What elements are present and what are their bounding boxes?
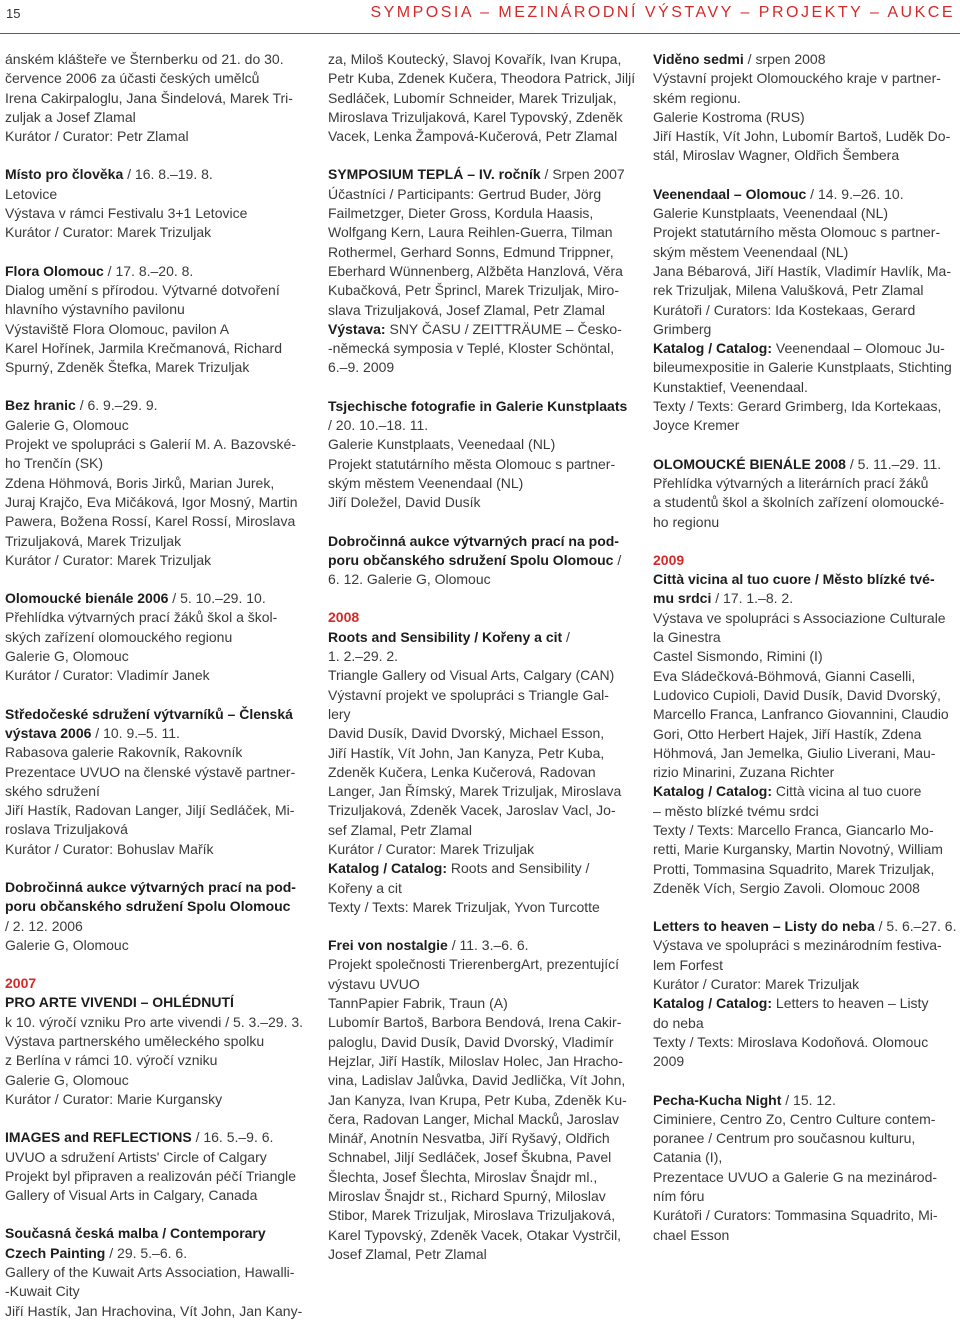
text-line: Juraj Krajčo, Eva Mičáková, Igor Mosný, Martin bbox=[5, 493, 298, 510]
entry-spacer bbox=[653, 166, 938, 185]
text-line: Kubačková, Petr Šprincl, Marek Trizuljak, Miro- bbox=[328, 282, 619, 299]
text-line: Texty / Texts: Gerard Grimberg, Ida Kortekaas, bbox=[653, 398, 942, 415]
entry-title: Olomoucké bienále 2006 bbox=[5, 590, 169, 607]
text-line: Dialog umění s přírodou. Výtvarné dotvoření bbox=[5, 281, 280, 298]
entry-spacer bbox=[328, 589, 613, 608]
entry-title: výstava 2006 bbox=[5, 724, 92, 741]
text-line: Höhmová, Jan Jemelka, Giulio Liverani, Mau- bbox=[653, 744, 936, 761]
entry-spacer bbox=[5, 686, 290, 705]
text-line: Zdeněk Kučera, Lenka Kučerová, Radovan bbox=[328, 763, 596, 780]
text-line: Výstava: SNY ČASU / ZEITTRÄUME – Česko- bbox=[328, 320, 622, 337]
text-line: Irena Cakirpaloglu, Jana Šindelová, Marek Tri- bbox=[5, 89, 293, 106]
text-line: Projekt společnosti TrierenbergArt, prezentující bbox=[328, 956, 620, 973]
entry-title: poru občanského sdružení Spolu Olomouc bbox=[5, 898, 291, 915]
entry-title: Katalog / Catalog: bbox=[653, 783, 773, 800]
entry-title: Dobročinná aukce výtvarných prací na pod- bbox=[328, 532, 619, 549]
entry-title: Viděno sedmi bbox=[653, 51, 744, 67]
text-line: ským městem Veenendaal (NL) bbox=[653, 243, 849, 260]
text-line: retti, Marie Kurgansky, Martin Novotný, William bbox=[653, 841, 943, 858]
text-line: Triangle Gallery od Visual Arts, Calgary (CAN) bbox=[328, 667, 615, 684]
text-line: Miroslava Trizuljaková, Karel Typovský, Zdeněk bbox=[328, 108, 623, 125]
text-line: do neba bbox=[653, 1014, 704, 1031]
text-line: Czech Painting / 29. 5.–6. 6. bbox=[5, 1244, 188, 1261]
entry-title: Místo pro člověka bbox=[5, 166, 124, 183]
text-line: slava Trizuljaková, Josef Zlamal, Petr Zlamal bbox=[328, 301, 605, 318]
entry-spacer bbox=[328, 513, 613, 532]
year-heading: 2009 bbox=[653, 551, 685, 568]
text-line: července 2006 za účasti českých umělců bbox=[5, 70, 260, 87]
entry-title: Katalog / Catalog: bbox=[653, 995, 773, 1012]
entry-title: poru občanského sdružení Spolu Olomouc bbox=[328, 551, 614, 568]
text-line: David Dusík, David Dvorský, Michael Esson, bbox=[328, 725, 605, 742]
text-line: / 2. 12. 2006 bbox=[5, 917, 83, 934]
entry-spacer bbox=[5, 377, 290, 396]
text-line: ského sdružení bbox=[5, 782, 100, 799]
text-line: Výstava ve spolupráci s mezinárodním festiva- bbox=[653, 937, 942, 954]
text-line: -německá symposia v Teplé, Kloster Schöntal, bbox=[328, 340, 615, 357]
year-heading: 2007 bbox=[5, 975, 37, 992]
text-line: Galerie G, Olomouc bbox=[5, 1071, 129, 1088]
text-line: ním fóru bbox=[653, 1188, 705, 1205]
entry-spacer bbox=[328, 917, 613, 936]
text-line bbox=[5, 897, 290, 916]
text-line: Výstava ve spolupráci s Associazione Culturale bbox=[653, 609, 946, 626]
text-line: Lubomír Bartoš, Barbora Bendová, Irena Cakir- bbox=[328, 1014, 622, 1031]
entry-spacer bbox=[5, 1109, 290, 1128]
text-line bbox=[5, 993, 290, 1012]
text-line: / 20. 10.–18. 11. bbox=[328, 417, 429, 434]
column-1 bbox=[5, 50, 304, 1321]
entry-title: Dobročinná aukce výtvarných prací na pod- bbox=[5, 878, 296, 895]
text-line: stál, Miroslav Wagner, Oldřich Šembera bbox=[653, 147, 900, 164]
text-line: Langer, Jan Římský, Marek Trizuljak, Miroslava bbox=[328, 783, 622, 800]
text-line: Bez hranic / 6. 9.–29. 9. bbox=[5, 397, 158, 414]
text-line: Kurátor / Curator: Marek Trizuljak bbox=[5, 224, 212, 241]
text-line: Projekt byl připraven a realizován péčí Triangle bbox=[5, 1167, 297, 1184]
text-line: hlavního výstavního pavilonu bbox=[5, 301, 185, 318]
text-line: Ludovico Cupioli, David Dusík, David Dvorský, bbox=[653, 686, 941, 703]
text-line: IMAGES and REFLECTIONS / 16. 5.–9. 6. bbox=[5, 1129, 274, 1146]
text-line: Místo pro člověka / 16. 8.–19. 8. bbox=[5, 166, 213, 183]
text-line: Eberhard Wünnenberg, Alžběta Hanzlová, Věra bbox=[328, 262, 623, 279]
text-line: vina, Ladislav Jalůvka, David Jedlička, Vít John, bbox=[328, 1072, 626, 1089]
text-line: Katalog / Catalog: Roots and Sensibility / bbox=[328, 860, 590, 877]
text-line: Schnabel, Jiljí Sedláček, Josef Škubna, Pavel bbox=[328, 1149, 612, 1166]
text-line: Prezentace UVUO a Galerie G na mezinárod- bbox=[653, 1168, 938, 1185]
text-line: 6. 12. Galerie G, Olomouc bbox=[328, 571, 491, 588]
text-line: Castel Sismondo, Rimini (I) bbox=[653, 648, 823, 665]
text-line: Texty / Texts: Miroslava Kodoňová. Olomouc bbox=[653, 1033, 929, 1050]
entry-title: Katalog / Catalog: bbox=[328, 860, 448, 877]
text-line: Gori, Otto Herbert Hajek, Jiří Hastík, Zdena bbox=[653, 725, 922, 742]
text-line: Kurátor / Curator: Petr Zlamal bbox=[5, 128, 189, 145]
text-line bbox=[5, 878, 296, 897]
text-line: Hejzlar, Jiří Hastík, Miloslav Holec, Jan Hracho- bbox=[328, 1052, 623, 1069]
entry-title: mu srdci bbox=[653, 590, 712, 607]
text-line: Kunstaktief, Veenendaal. bbox=[653, 378, 808, 395]
text-line: 2009 bbox=[653, 1053, 685, 1070]
text-line: čera, Radovan Langer, Michal Macků, Jaroslav bbox=[328, 1110, 620, 1127]
text-line bbox=[5, 1224, 290, 1243]
text-line: Viděno sedmi / srpen 2008 bbox=[653, 51, 826, 67]
text-line: Petr Kuba, Zdenek Kučera, Theodora Patrick, Jiljí bbox=[328, 70, 636, 87]
text-line: Josef Zlamal, Petr Zlamal bbox=[328, 1245, 487, 1262]
text-line: Kurátoři / Curators: Ida Kostekaas, Gerard bbox=[653, 301, 916, 318]
text-line: Jana Bébarová, Jiří Hastík, Vladimír Havlík, Ma- bbox=[653, 262, 951, 279]
entry-spacer bbox=[5, 1205, 290, 1224]
text-line: 1. 2.–29. 2. bbox=[328, 648, 399, 665]
text-line: Kurátor / Curator: Marie Kurgansky bbox=[5, 1090, 223, 1107]
entry-title: Roots and Sensibility / Kořeny a cit bbox=[328, 628, 563, 645]
entry-title: Středočeské sdružení výtvarníků – Členská bbox=[5, 705, 293, 722]
text-line: Projekt ve spolupráci s Galerií M. A. Bazovské- bbox=[5, 436, 296, 453]
text-line: Marcello Franca, Lanfranco Giovannini, Claudio bbox=[653, 706, 949, 723]
text-line: Trizuljaková, Zdeněk Vacek, Jaroslav Vacl, Jo- bbox=[328, 802, 616, 819]
text-line: Galerie Kostroma (RUS) bbox=[653, 108, 805, 125]
text-line: Jan Kanyza, Ivan Krupa, Petr Kuba, Zdeněk Ku- bbox=[328, 1091, 627, 1108]
text-line: Zdeněk Vích, Sergio Zavoli. Olomouc 2008 bbox=[653, 879, 920, 896]
entry-title: Současná česká malba / Contemporary bbox=[5, 1225, 266, 1242]
text-line: výstava 2006 / 10. 9.–5. 11. bbox=[5, 724, 180, 741]
text-line: Sedláček, Lubomír Schneider, Marek Trizuljak, bbox=[328, 89, 617, 106]
entry-title: Katalog / Catalog: bbox=[653, 340, 773, 357]
text-line: Kurátor / Curator: Marek Trizuljak bbox=[5, 551, 212, 568]
text-line: Catania (I), bbox=[653, 1149, 723, 1166]
text-line: lem Forfest bbox=[653, 956, 724, 973]
text-line: poranee / Centrum pro současnou kulturu, bbox=[653, 1130, 916, 1147]
text-line: sef Zlamal, Petr Zlamal bbox=[328, 821, 472, 838]
text-line: Eva Sládečková-Böhmová, Gianni Caselli, bbox=[653, 667, 916, 684]
entry-spacer bbox=[5, 859, 290, 878]
text-line: Katalog / Catalog: Letters to heaven – Listy bbox=[653, 995, 929, 1012]
text-line: Pecha-Kucha Night / 15. 12. bbox=[653, 1091, 836, 1108]
text-line: Gallery of Visual Arts in Calgary, Canada bbox=[5, 1187, 258, 1204]
entry-title: Letters to heaven – Listy do neba bbox=[653, 918, 875, 935]
text-line: Pawera, Božena Rossí, Karel Rossí, Miroslava bbox=[5, 513, 296, 530]
entry-spacer bbox=[653, 436, 938, 455]
text-line: lery bbox=[328, 705, 351, 722]
text-line: Protti, Tommasina Squadrito, Marek Trizuljak, bbox=[653, 860, 935, 877]
text-line bbox=[328, 397, 628, 416]
entry-spacer bbox=[5, 955, 290, 974]
entry-title: PRO ARTE VIVENDI – OHLÉDNUTÍ bbox=[5, 994, 234, 1011]
text-line: Projekt statutárního města Olomouc s partner- bbox=[328, 455, 616, 472]
text-line: Letters to heaven – Listy do neba / 5. 6.–27. 6. bbox=[653, 918, 957, 935]
entry-title: Città vicina al tuo cuore / Město blízké tvé- bbox=[653, 571, 935, 588]
text-line: Letovice bbox=[5, 185, 58, 202]
text-line: Miroslav Šnajdr st., Richard Spurný, Miloslav bbox=[328, 1188, 606, 1205]
text-line: Minář, Anotnín Nesvatba, Jiří Ryšavý, Oldřich bbox=[328, 1130, 610, 1147]
entry-title: OLOMOUCKÉ BIENÁLE 2008 bbox=[653, 455, 846, 472]
text-line: Rabasova galerie Rakovník, Rakovník bbox=[5, 744, 243, 761]
text-line: Kurátoři / Curators: Tommasina Squadrito, Mi- bbox=[653, 1207, 938, 1224]
text-line: Joyce Kremer bbox=[653, 417, 740, 434]
text-line: roslava Trizuljaková bbox=[5, 821, 128, 838]
entry-title: Czech Painting bbox=[5, 1244, 106, 1261]
text-line: Rothermel, Gerhard Sonns, Edmund Trippner, bbox=[328, 243, 614, 260]
entry-spacer bbox=[653, 532, 938, 551]
column-2 bbox=[328, 50, 636, 1264]
text-line: paloglu, David Dusík, David Dvorský, Vladimír bbox=[328, 1033, 614, 1050]
text-line: Texty / Texts: Marek Trizuljak, Yvon Turcotte bbox=[328, 898, 600, 915]
text-line: Výstava v rámci Festivalu 3+1 Letovice bbox=[5, 205, 248, 222]
text-line: – město blízké tvému srdci bbox=[653, 802, 819, 819]
text-line: Failmetzger, Dieter Gross, Kordula Haasis, bbox=[328, 205, 594, 222]
text-line: Kurátor / Curator: Marek Trizuljak bbox=[653, 976, 860, 993]
text-line: Spurný, Zdeněk Štefka, Marek Trizuljak bbox=[5, 359, 250, 376]
text-line: TannPapier Fabrik, Traun (A) bbox=[328, 995, 508, 1012]
text-line: Vacek, Lenka Žampová-Kučerová, Petr Zlamal bbox=[328, 128, 618, 145]
text-line: Galerie G, Olomouc bbox=[5, 936, 129, 953]
text-line: výstavu UVUO bbox=[328, 975, 420, 992]
text-line: Zdena Höhmová, Boris Jirků, Marian Jurek, bbox=[5, 474, 275, 491]
text-line bbox=[328, 532, 619, 551]
text-line: Gallery of the Kuwait Arts Association, Hawalli- bbox=[5, 1264, 295, 1281]
text-line: OLOMOUCKÉ BIENÁLE 2008 / 5. 11.–29. 11. bbox=[653, 455, 942, 472]
text-line: Jiří Hastík, Vít John, Lubomír Bartoš, Luděk Do- bbox=[653, 128, 951, 145]
entry-spacer bbox=[5, 243, 290, 262]
header-rule bbox=[0, 33, 960, 34]
entry-title: SYMPOSIUM TEPLÁ – IV. ročník bbox=[328, 166, 541, 183]
entry-title: Veenendaal – Olomouc bbox=[653, 185, 807, 202]
text-line: ském regionu. bbox=[653, 89, 741, 106]
text-line: Výstavní projekt Olomouckého kraje v partner- bbox=[653, 70, 941, 87]
entry-spacer bbox=[653, 1072, 938, 1091]
text-line: Přehlídka výtvarných prací žáků škol a škol- bbox=[5, 609, 278, 626]
text-line: mu srdci / 17. 1.–8. 2. bbox=[653, 590, 794, 607]
text-line: Texty / Texts: Marcello Franca, Giancarlo Mo- bbox=[653, 821, 934, 838]
text-line: -Kuwait City bbox=[5, 1283, 80, 1300]
entry-title: Flora Olomouc bbox=[5, 262, 104, 279]
text-line: Katalog / Catalog: Città vicina al tuo cuore bbox=[653, 783, 922, 800]
text-line: Karel Hořínek, Jarmila Krečmanová, Richard bbox=[5, 339, 282, 356]
text-line bbox=[5, 705, 293, 724]
year-heading: 2008 bbox=[328, 609, 360, 626]
text-line: Katalog / Catalog: Veenendaal – Olomouc Ju- bbox=[653, 340, 945, 357]
text-line: ánském klášteře ve Šternberku od 21. do 30. bbox=[5, 51, 284, 67]
text-line: Účastníci / Participants: Gertrud Buder, Jörg bbox=[328, 185, 602, 202]
entry-spacer bbox=[653, 898, 938, 917]
text-line: Výstaviště Flora Olomouc, pavilon A bbox=[5, 320, 230, 337]
text-line: ho regionu bbox=[653, 513, 720, 530]
entry-spacer bbox=[328, 378, 613, 397]
text-line: z Berlína v rámci 10. výročí vzniku bbox=[5, 1052, 218, 1069]
entry-spacer bbox=[328, 146, 613, 165]
text-line: Projekt statutárního města Olomouc s partner- bbox=[653, 224, 941, 241]
text-line: Jiří Hastík, Radovan Langer, Jiljí Sedláček, Mi- bbox=[5, 802, 295, 819]
text-line: Jiří Hastík, Vít John, Jan Kanyza, Petr Kuba, bbox=[328, 744, 605, 761]
text-line: Výstavní projekt ve spolupráci s Triangle Gal- bbox=[328, 686, 609, 703]
text-line: Veenendaal – Olomouc / 14. 9.–26. 10. bbox=[653, 185, 904, 202]
entry-title: Bez hranic bbox=[5, 397, 76, 414]
text-line: Přehlídka výtvarných a literárních prací žáků bbox=[653, 474, 929, 491]
text-line: Kurátor / Curator: Marek Trizuljak bbox=[328, 840, 535, 857]
text-line: Karel Typovský, Zdeněk Vacek, Otakar Vystrčil, bbox=[328, 1226, 622, 1243]
entry-title: Pecha-Kucha Night bbox=[653, 1091, 782, 1108]
text-line: Galerie G, Olomouc bbox=[5, 648, 129, 665]
text-line: Ciminiere, Centro Zo, Centro Culture contem- bbox=[653, 1110, 936, 1127]
text-line: Kurátor / Curator: Bohuslav Mařík bbox=[5, 840, 214, 857]
text-line: Olomoucké bienále 2006 / 5. 10.–29. 10. bbox=[5, 590, 266, 607]
text-line: Galerie Kunstplaats, Veenendaal (NL) bbox=[653, 205, 889, 222]
text-line: poru občanského sdružení Spolu Olomouc / bbox=[328, 551, 622, 568]
text-line: Jiří Doležel, David Dusík bbox=[328, 494, 481, 511]
text-line: 6.–9. 2009 bbox=[328, 359, 395, 376]
text-line: Stibor, Marek Trizuljak, Miroslava Trizuljaková, bbox=[328, 1207, 616, 1224]
entry-spacer bbox=[5, 146, 290, 165]
text-line: Šlechta, Josef Šlechta, Miroslav Šnajdr ml., bbox=[328, 1168, 598, 1185]
text-line: ským městem Veenendaal (NL) bbox=[328, 474, 524, 491]
text-line: Frei von nostalgie / 11. 3.–6. 6. bbox=[328, 937, 529, 954]
text-line: Prezentace UVUO na členské výstavě partner- bbox=[5, 763, 296, 780]
text-line: Kořeny a cit bbox=[328, 879, 402, 896]
text-line: Kurátor / Curator: Vladimír Janek bbox=[5, 667, 210, 684]
text-line: zuljak a Josef Zlamal bbox=[5, 108, 136, 125]
text-line: Flora Olomouc / 17. 8.–20. 8. bbox=[5, 262, 194, 279]
text-line: rek Trizuljak, Milena Valušková, Petr Zlamal bbox=[653, 282, 924, 299]
text-line: SYMPOSIUM TEPLÁ – IV. ročník / Srpen 2007 bbox=[328, 166, 625, 183]
text-line: rizio Minarini, Zuzana Richter bbox=[653, 764, 835, 781]
page-number: 15 bbox=[6, 6, 21, 21]
text-line: Výstava partnerského uměleckého spolku bbox=[5, 1033, 265, 1050]
entry-title: Tsjechische fotografie in Galerie Kunstplaats bbox=[328, 397, 628, 414]
column-3 bbox=[653, 50, 957, 1245]
text-line: Trizuljaková, Marek Trizuljak bbox=[5, 532, 182, 549]
text-line: la Ginestra bbox=[653, 629, 721, 646]
text-line: ho Trenčín (SK) bbox=[5, 455, 104, 472]
text-line: UVUO a sdružení Artists' Circle of Calgary bbox=[5, 1148, 267, 1165]
text-line: Jiří Hastík, Jan Hrachovina, Vít John, Jan Kany- bbox=[5, 1302, 303, 1319]
entry-title: Výstava: bbox=[328, 320, 386, 337]
entry-title: Frei von nostalgie bbox=[328, 937, 448, 954]
text-line: Roots and Sensibility / Kořeny a cit / bbox=[328, 628, 570, 645]
text-line: ských zařízení olomouckého regionu bbox=[5, 628, 233, 645]
entry-title: IMAGES and REFLECTIONS bbox=[5, 1129, 192, 1146]
running-head: SYMPOSIA – MEZINÁRODNÍ VÝSTAVY – PROJEKTY – AUKCE bbox=[370, 4, 955, 21]
text-line bbox=[653, 570, 938, 589]
text-line: za, Miloš Koutecký, Slavoj Kovařík, Ivan Krupa, bbox=[328, 51, 622, 67]
text-line: Galerie Kunstplaats, Veenedaal (NL) bbox=[328, 436, 556, 453]
text-line: Grimberg bbox=[653, 320, 712, 337]
entry-spacer bbox=[5, 570, 290, 589]
text-line: Galerie G, Olomouc bbox=[5, 416, 129, 433]
text-line: Wolfgang Kern, Laura Reihlen-Guerra, Tilman bbox=[328, 224, 613, 241]
text-line: a studentů škol a školních zařízení olomoucké- bbox=[653, 494, 945, 511]
text-line: k 10. výročí vzniku Pro arte vivendi / 5. 3.–29. 3. bbox=[5, 1013, 304, 1030]
text-line: chael Esson bbox=[653, 1226, 730, 1243]
text-line: bileumexpositie in Galerie Kunstplaats, Stichting bbox=[653, 359, 952, 376]
